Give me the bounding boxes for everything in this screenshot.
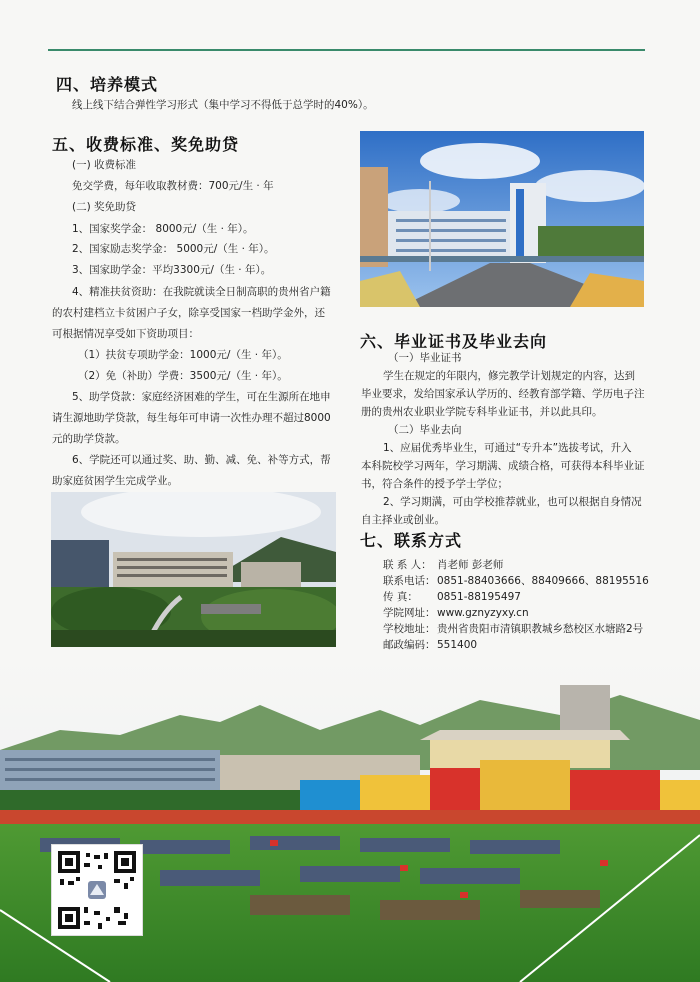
fee-subheading: (一) 收费标准 <box>72 159 137 171</box>
aid-subitem-1: （1）扶贫专项助学金：1000元/（生 · 年）。 <box>78 349 288 361</box>
aid-item-1: 1、国家奖学金： 8000元/（生 · 年）。 <box>72 223 254 235</box>
cert-p1-line1: 学生在规定的年限内，修完教学计划规定的内容，达到 <box>383 370 635 382</box>
aid-p4-line2: 的农村建档立卡贫困户子女，除享受国家一档助学金外，还 <box>52 307 325 319</box>
section4-body: 线上线下结合弹性学习形式（集中学习不得低于总学时的40%）。 <box>72 99 374 111</box>
dest-p3-line1: 2、学习期满，可由学校推荐就业，也可以根据自身情况 <box>383 496 642 508</box>
contact-phone-row <box>383 573 649 588</box>
contact-postcode-row <box>383 637 477 652</box>
top-divider <box>48 49 645 51</box>
dest-p2-line2: 本科院校学习两年，学习期满、成绩合格，可获得本科毕业证 <box>361 460 645 472</box>
section6-title: 六、毕业证书及毕业去向 <box>360 332 548 351</box>
section5-title: 五、收费标准、奖免助贷 <box>52 135 240 154</box>
aid-p6-line2: 助家庭贫困学生完成学业。 <box>52 475 178 487</box>
contact-address-row <box>383 621 643 636</box>
aid-p4-line1: 4、精准扶贫资助：在我院就读全日制高职的贵州省户籍 <box>72 286 331 298</box>
aid-subheading: (二) 奖免助贷 <box>72 201 137 213</box>
certificate-subheading: （一）毕业证书 <box>388 352 462 364</box>
contact-person-label: 联 系 人： <box>383 559 432 571</box>
section4-title: 四、培养模式 <box>56 75 159 94</box>
dest-p2-line3: 书，符合条件的授予学士学位； <box>361 478 508 490</box>
contact-website-label: 学院网址： <box>383 607 436 619</box>
fee-text: 免交学费，每年收取教材费：700元/生 · 年 <box>72 180 274 192</box>
dest-p2-line1: 1、应届优秀毕业生，可通过“专升本”选拔考试，升入 <box>383 442 632 454</box>
aid-p5-line2: 请生源地助学贷款，每生每年可申请一次性办理不超过8000 <box>52 412 331 424</box>
contact-phone-label: 联系电话： <box>383 575 436 587</box>
contact-fax-row <box>383 589 521 604</box>
contact-person-row <box>383 557 503 572</box>
aid-p6-line1: 6、学院还可以通过奖、助、勤、减、免、补等方式，帮 <box>72 454 331 466</box>
contact-person-value: 肖老师 彭老师 <box>437 559 504 571</box>
qr-code[interactable] <box>52 845 142 935</box>
contact-website-row <box>383 605 529 620</box>
contact-website-value[interactable]: www.gznyzyxy.cn <box>437 607 529 619</box>
contact-phone-value: 0851-88403666、88409666、88195516 <box>437 575 649 587</box>
contact-fax-value: 0851-88195497 <box>437 591 521 603</box>
contact-address-label: 学校地址： <box>383 623 436 635</box>
campus-road-photo <box>360 131 644 307</box>
contact-postcode-label: 邮政编码： <box>383 639 436 651</box>
aid-p5-line3: 元的助学贷款。 <box>52 433 126 445</box>
contact-address-value: 贵州省贵阳市清镇职教城乡愁校区水塘路2号 <box>437 623 644 635</box>
cert-p1-line3: 册的贵州农业职业学院专科毕业证书，并以此具印。 <box>361 406 603 418</box>
contact-postcode-value: 551400 <box>437 639 478 651</box>
aid-p5-line1: 5、助学贷款：家庭经济困难的学生，可在生源所在地申 <box>72 391 331 403</box>
campus-hillside-photo <box>51 492 336 647</box>
aid-p4-line3: 可根据情况享受如下资助项目： <box>52 328 199 340</box>
aid-subitem-2: （2）免（补助）学费：3500元/（生 · 年）。 <box>78 370 288 382</box>
dest-p3-line2: 自主择业或创业。 <box>361 514 445 526</box>
contact-fax-label: 传 真： <box>383 591 418 603</box>
aid-item-3: 3、国家助学金：平均3300元/（生 · 年）。 <box>72 264 272 276</box>
cert-p1-line2: 毕业要求，发给国家承认学历的、经教育部学籍、学历电子注 <box>361 388 645 400</box>
aid-item-2: 2、国家励志奖学金： 5000元/（生 · 年）。 <box>72 243 275 255</box>
section7-title: 七、联系方式 <box>360 531 463 550</box>
destination-subheading: （二）毕业去向 <box>388 424 462 436</box>
